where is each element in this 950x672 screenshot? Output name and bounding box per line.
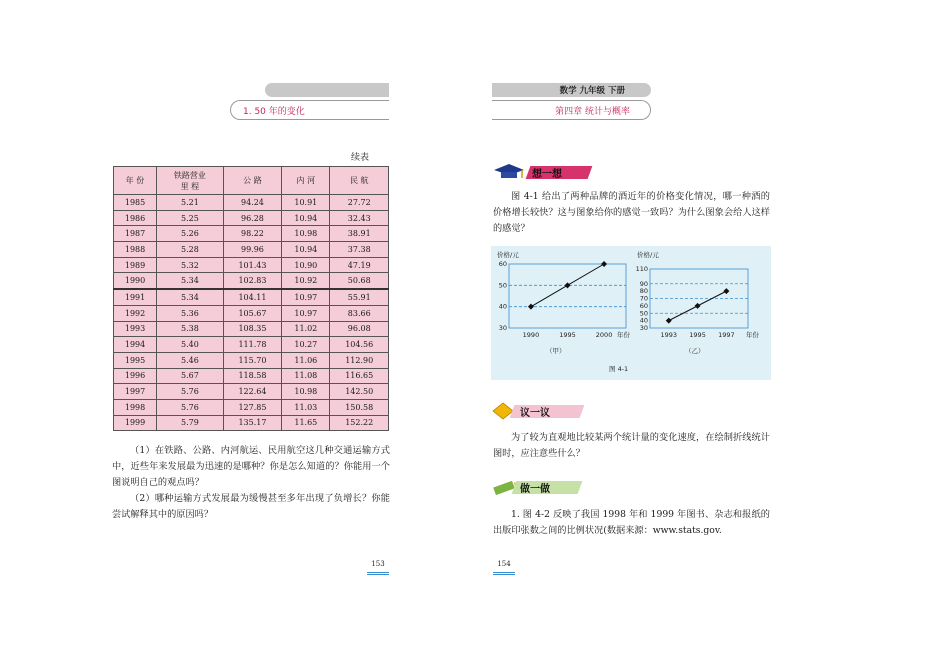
table-cell: 37.38 [330, 242, 389, 258]
table-cell: 5.76 [157, 399, 224, 415]
y-tick-label: 80 [639, 287, 648, 296]
table-cell: 5.38 [157, 321, 224, 337]
chart-jia-label: （甲） [546, 347, 566, 355]
table-cell: 83.66 [330, 305, 389, 321]
table-row [114, 321, 389, 337]
table-row [114, 415, 389, 431]
table-row [114, 352, 389, 368]
data-point [601, 261, 607, 267]
y-tick-label: 50 [639, 309, 648, 318]
data-point [528, 304, 534, 310]
table-cell: 102.83 [223, 273, 282, 289]
table-row [114, 226, 389, 242]
table-row [114, 242, 389, 258]
table-header-row [114, 167, 389, 195]
question-2: （2）哪种运输方式发展最为缓慢甚至多年出现了负增长？你能尝试解释其中的原因吗？ [112, 493, 390, 520]
table-cell: 11.03 [282, 399, 330, 415]
y-tick-label: 40 [498, 302, 507, 311]
y-tick-label: 30 [498, 324, 507, 332]
think-title: 想一想 [532, 169, 562, 180]
x-tick-label: 1995 [689, 331, 706, 339]
right-header-bar [492, 83, 651, 97]
table-cell: 11.08 [282, 368, 330, 384]
table-cell: 1990 [114, 273, 157, 289]
table-cell: 5.67 [157, 368, 224, 384]
chart-yi-ylabel: 价格/元 [637, 251, 659, 259]
book-label: 数学 九年级 下册 [559, 86, 625, 96]
table-cell: 142.50 [330, 384, 389, 400]
table-row [114, 289, 389, 305]
table-cell: 5.21 [157, 195, 224, 211]
chart-yi-label: （乙） [685, 347, 705, 355]
right-chapter-tab [492, 100, 651, 120]
table-cell: 32.43 [330, 210, 389, 226]
table-row [114, 368, 389, 384]
chart-yi-xlabel: 年份 [746, 331, 759, 339]
table-header-cell: 铁路营业 里 程 [157, 167, 224, 195]
chart-yi [636, 250, 760, 355]
table-cell: 10.94 [282, 210, 330, 226]
data-point [565, 282, 571, 288]
table-cell: 112.90 [330, 352, 389, 368]
table-cell: 108.35 [223, 321, 282, 337]
table-cell: 5.46 [157, 352, 224, 368]
x-tick-label: 1997 [718, 331, 735, 339]
table-cell: 1996 [114, 368, 157, 384]
table-cell: 105.67 [223, 305, 282, 321]
discuss-banner [492, 402, 602, 420]
table-cell: 116.65 [330, 368, 389, 384]
y-tick-label: 90 [639, 279, 648, 288]
discuss-text: 为了较为直观地比较某两个统计量的变化速度，在绘制折线统计图时，应注意些什么？ [493, 432, 770, 459]
table-cell: 96.08 [330, 321, 389, 337]
price-charts [491, 246, 771, 380]
table-cell: 104.56 [330, 337, 389, 353]
table-cell: 5.36 [157, 305, 224, 321]
table-cell: 1999 [114, 415, 157, 431]
table-header-cell: 公 路 [223, 167, 282, 195]
table-cell: 104.11 [223, 289, 282, 305]
table-cell: 11.65 [282, 415, 330, 431]
table-cell: 10.92 [282, 273, 330, 289]
table-row [114, 305, 389, 321]
table-cell: 99.96 [223, 242, 282, 258]
data-point [695, 303, 701, 309]
x-tick-label: 2000 [595, 331, 613, 339]
table-header-cell: 年 份 [114, 167, 157, 195]
y-tick-label: 30 [639, 324, 648, 332]
table-cell: 11.06 [282, 352, 330, 368]
chart-jia-xlabel: 年份 [617, 331, 630, 339]
table-cell: 5.26 [157, 226, 224, 242]
table-cell: 10.91 [282, 195, 330, 211]
discuss-title: 议一议 [520, 408, 550, 419]
x-tick-label: 1995 [559, 331, 576, 339]
table-cell: 10.27 [282, 337, 330, 353]
table-cell: 115.70 [223, 352, 282, 368]
table-cell: 11.02 [282, 321, 330, 337]
table-cell: 10.98 [282, 226, 330, 242]
table-cell: 101.43 [223, 257, 282, 273]
table-cell: 1991 [114, 289, 157, 305]
table-cell: 5.76 [157, 384, 224, 400]
table-cell: 1988 [114, 242, 157, 258]
do-banner [492, 478, 602, 496]
table-cell: 27.72 [330, 195, 389, 211]
chapter-label: 第四章 统计与概率 [555, 107, 630, 117]
y-tick-label: 110 [635, 265, 648, 273]
table-cell: 1989 [114, 257, 157, 273]
left-section-tab [230, 100, 389, 120]
table-cell: 127.85 [223, 399, 282, 415]
table-cell: 50.68 [330, 273, 389, 289]
data-point [723, 288, 729, 294]
continued-label: 续表 [351, 153, 370, 163]
y-tick-label: 60 [498, 260, 507, 268]
table-cell: 55.91 [330, 289, 389, 305]
table-cell: 10.90 [282, 257, 330, 273]
data-point [666, 318, 672, 324]
table-cell: 1994 [114, 337, 157, 353]
table-cell: 1985 [114, 195, 157, 211]
table-cell: 1997 [114, 384, 157, 400]
y-tick-label: 60 [639, 301, 648, 310]
graduation-cap-icon [492, 163, 526, 181]
table-cell: 5.25 [157, 210, 224, 226]
y-tick-label: 70 [639, 294, 648, 303]
table-cell: 111.78 [223, 337, 282, 353]
table-row [114, 273, 389, 289]
table-cell: 96.28 [223, 210, 282, 226]
table-cell: 98.22 [223, 226, 282, 242]
table-cell: 118.58 [223, 368, 282, 384]
table-cell: 1993 [114, 321, 157, 337]
table-cell: 10.94 [282, 242, 330, 258]
table-cell: 150.58 [330, 399, 389, 415]
table-row [114, 337, 389, 353]
table-cell: 5.34 [157, 289, 224, 305]
table-header-cell: 民 航 [330, 167, 389, 195]
table-header-cell: 内 河 [282, 167, 330, 195]
y-tick-label: 40 [639, 316, 648, 325]
table-cell: 1995 [114, 352, 157, 368]
page-number-left: 153 [367, 559, 389, 575]
table-cell: 10.97 [282, 305, 330, 321]
chart-jia-ylabel: 价格/元 [497, 251, 519, 259]
table-row [114, 399, 389, 415]
table-cell: 5.79 [157, 415, 224, 431]
table-cell: 47.19 [330, 257, 389, 273]
table-cell: 1998 [114, 399, 157, 415]
table-row [114, 210, 389, 226]
section-label: 1. 50 年的变化 [243, 107, 305, 117]
table-row [114, 195, 389, 211]
x-tick-label: 1993 [660, 331, 678, 339]
think-text: 图 4-1 给出了两种品牌的酒近年的价格变化情况，哪一种酒的价格增长较快？这与图象给你的感觉一致吗？为什么图象会给人这样的感觉？ [493, 191, 770, 234]
figure-caption: 图 4-1 [609, 365, 629, 373]
table-cell: 122.64 [223, 384, 282, 400]
table-row [114, 384, 389, 400]
table-body [114, 195, 389, 431]
x-tick-label: 1990 [522, 331, 540, 339]
figure-4-1 [491, 246, 771, 380]
table-cell: 1986 [114, 210, 157, 226]
table-cell: 5.32 [157, 257, 224, 273]
table-cell: 10.97 [282, 289, 330, 305]
do-title: 做一做 [520, 484, 550, 495]
table-cell: 94.24 [223, 195, 282, 211]
transport-table [113, 166, 389, 431]
table-cell: 38.91 [330, 226, 389, 242]
table-cell: 5.40 [157, 337, 224, 353]
y-tick-label: 50 [498, 281, 507, 290]
table-cell: 10.98 [282, 384, 330, 400]
left-header-bar [265, 83, 389, 97]
do-text: 1. 图 4-2 反映了我国 1998 年和 1999 年图书、杂志和报纸的出版印张数之间的比例状况(数据来源：www.stats.gov. [493, 509, 770, 536]
table-cell: 5.28 [157, 242, 224, 258]
table-row [114, 257, 389, 273]
chart-jia [497, 250, 631, 355]
table-cell: 1992 [114, 305, 157, 321]
table-cell: 152.22 [330, 415, 389, 431]
table-cell: 1987 [114, 226, 157, 242]
page-number-right: 154 [493, 559, 515, 575]
think-banner [492, 163, 602, 181]
table-cell: 135.17 [223, 415, 282, 431]
question-1: （1）在铁路、公路、内河航运、民用航空这几种交通运输方式中，近些年来发展最为迅速的是哪种？你是怎么知道的？你能用一个图说明自己的观点吗？ [112, 445, 390, 488]
table-cell: 5.34 [157, 273, 224, 289]
